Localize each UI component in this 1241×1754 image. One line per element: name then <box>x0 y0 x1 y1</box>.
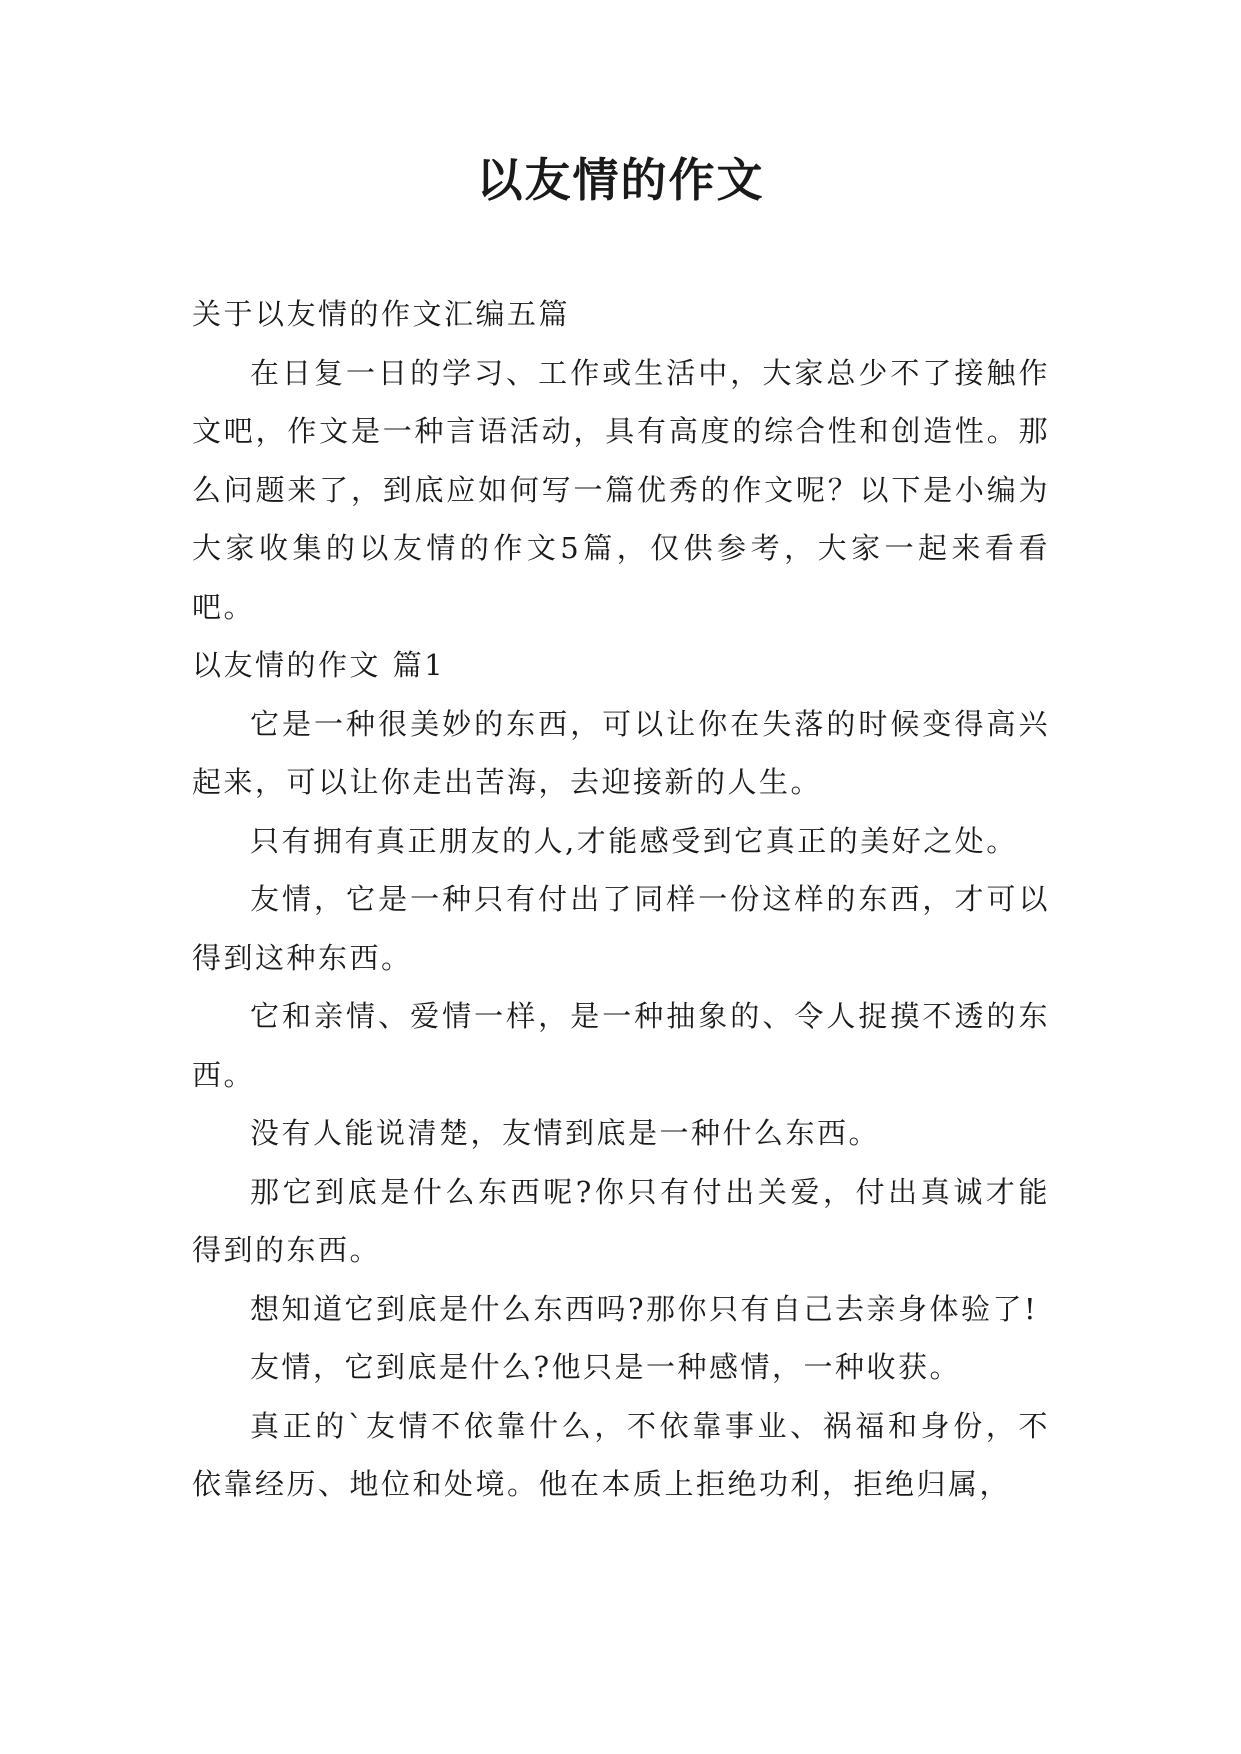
intro-paragraph: 在日复一日的学习、工作或生活中，大家总少不了接触作文吧，作文是一种言语活动，具有高度的综合性和创造性。那么问题来了，到底应如何写一篇优秀的作文呢？以下是小编为大家收集的以友情的作文5篇，仅供参考，大家一起来看看吧。 <box>192 355 1050 624</box>
body-paragraph: 它和亲情、爱情一样，是一种抽象的、令人捉摸不透的东西。 <box>192 999 1050 1092</box>
body-paragraph: 没有人能说清楚，友情到底是一种什么东西。 <box>250 1116 881 1150</box>
document-body <box>192 285 1050 1514</box>
document-subtitle: 关于以友情的作文汇编五篇 <box>192 297 571 331</box>
body-paragraph: 真正的`友情不依靠什么，不依靠事业、祸福和身份，不依靠经历、地位和处境。他在本质上拒绝功利，拒绝归属， <box>192 1408 1050 1501</box>
body-paragraph: 它是一种很美妙的东西，可以让你在失落的时候变得高兴起来，可以让你走出苦海，去迎接新的人生。 <box>192 706 1050 799</box>
body-paragraph: 友情，它是一种只有付出了同样一份这样的东西，才可以得到这种东西。 <box>192 882 1050 975</box>
body-paragraph: 只有拥有真正朋友的人,才能感受到它真正的美好之处。 <box>250 823 1018 858</box>
body-paragraph: 想知道它到底是什么东西吗?那你只有自己去亲身体验了! <box>250 1291 1039 1326</box>
body-paragraph: 友情，它到底是什么?他只是一种感情，一种收获。 <box>250 1350 962 1384</box>
body-paragraph: 那它到底是什么东西呢?你只有付出关爱，付出真诚才能得到的东西。 <box>192 1174 1050 1267</box>
section-heading: 以友情的作文 篇1 <box>192 648 446 682</box>
document-title: 以友情的作文 <box>476 153 765 207</box>
